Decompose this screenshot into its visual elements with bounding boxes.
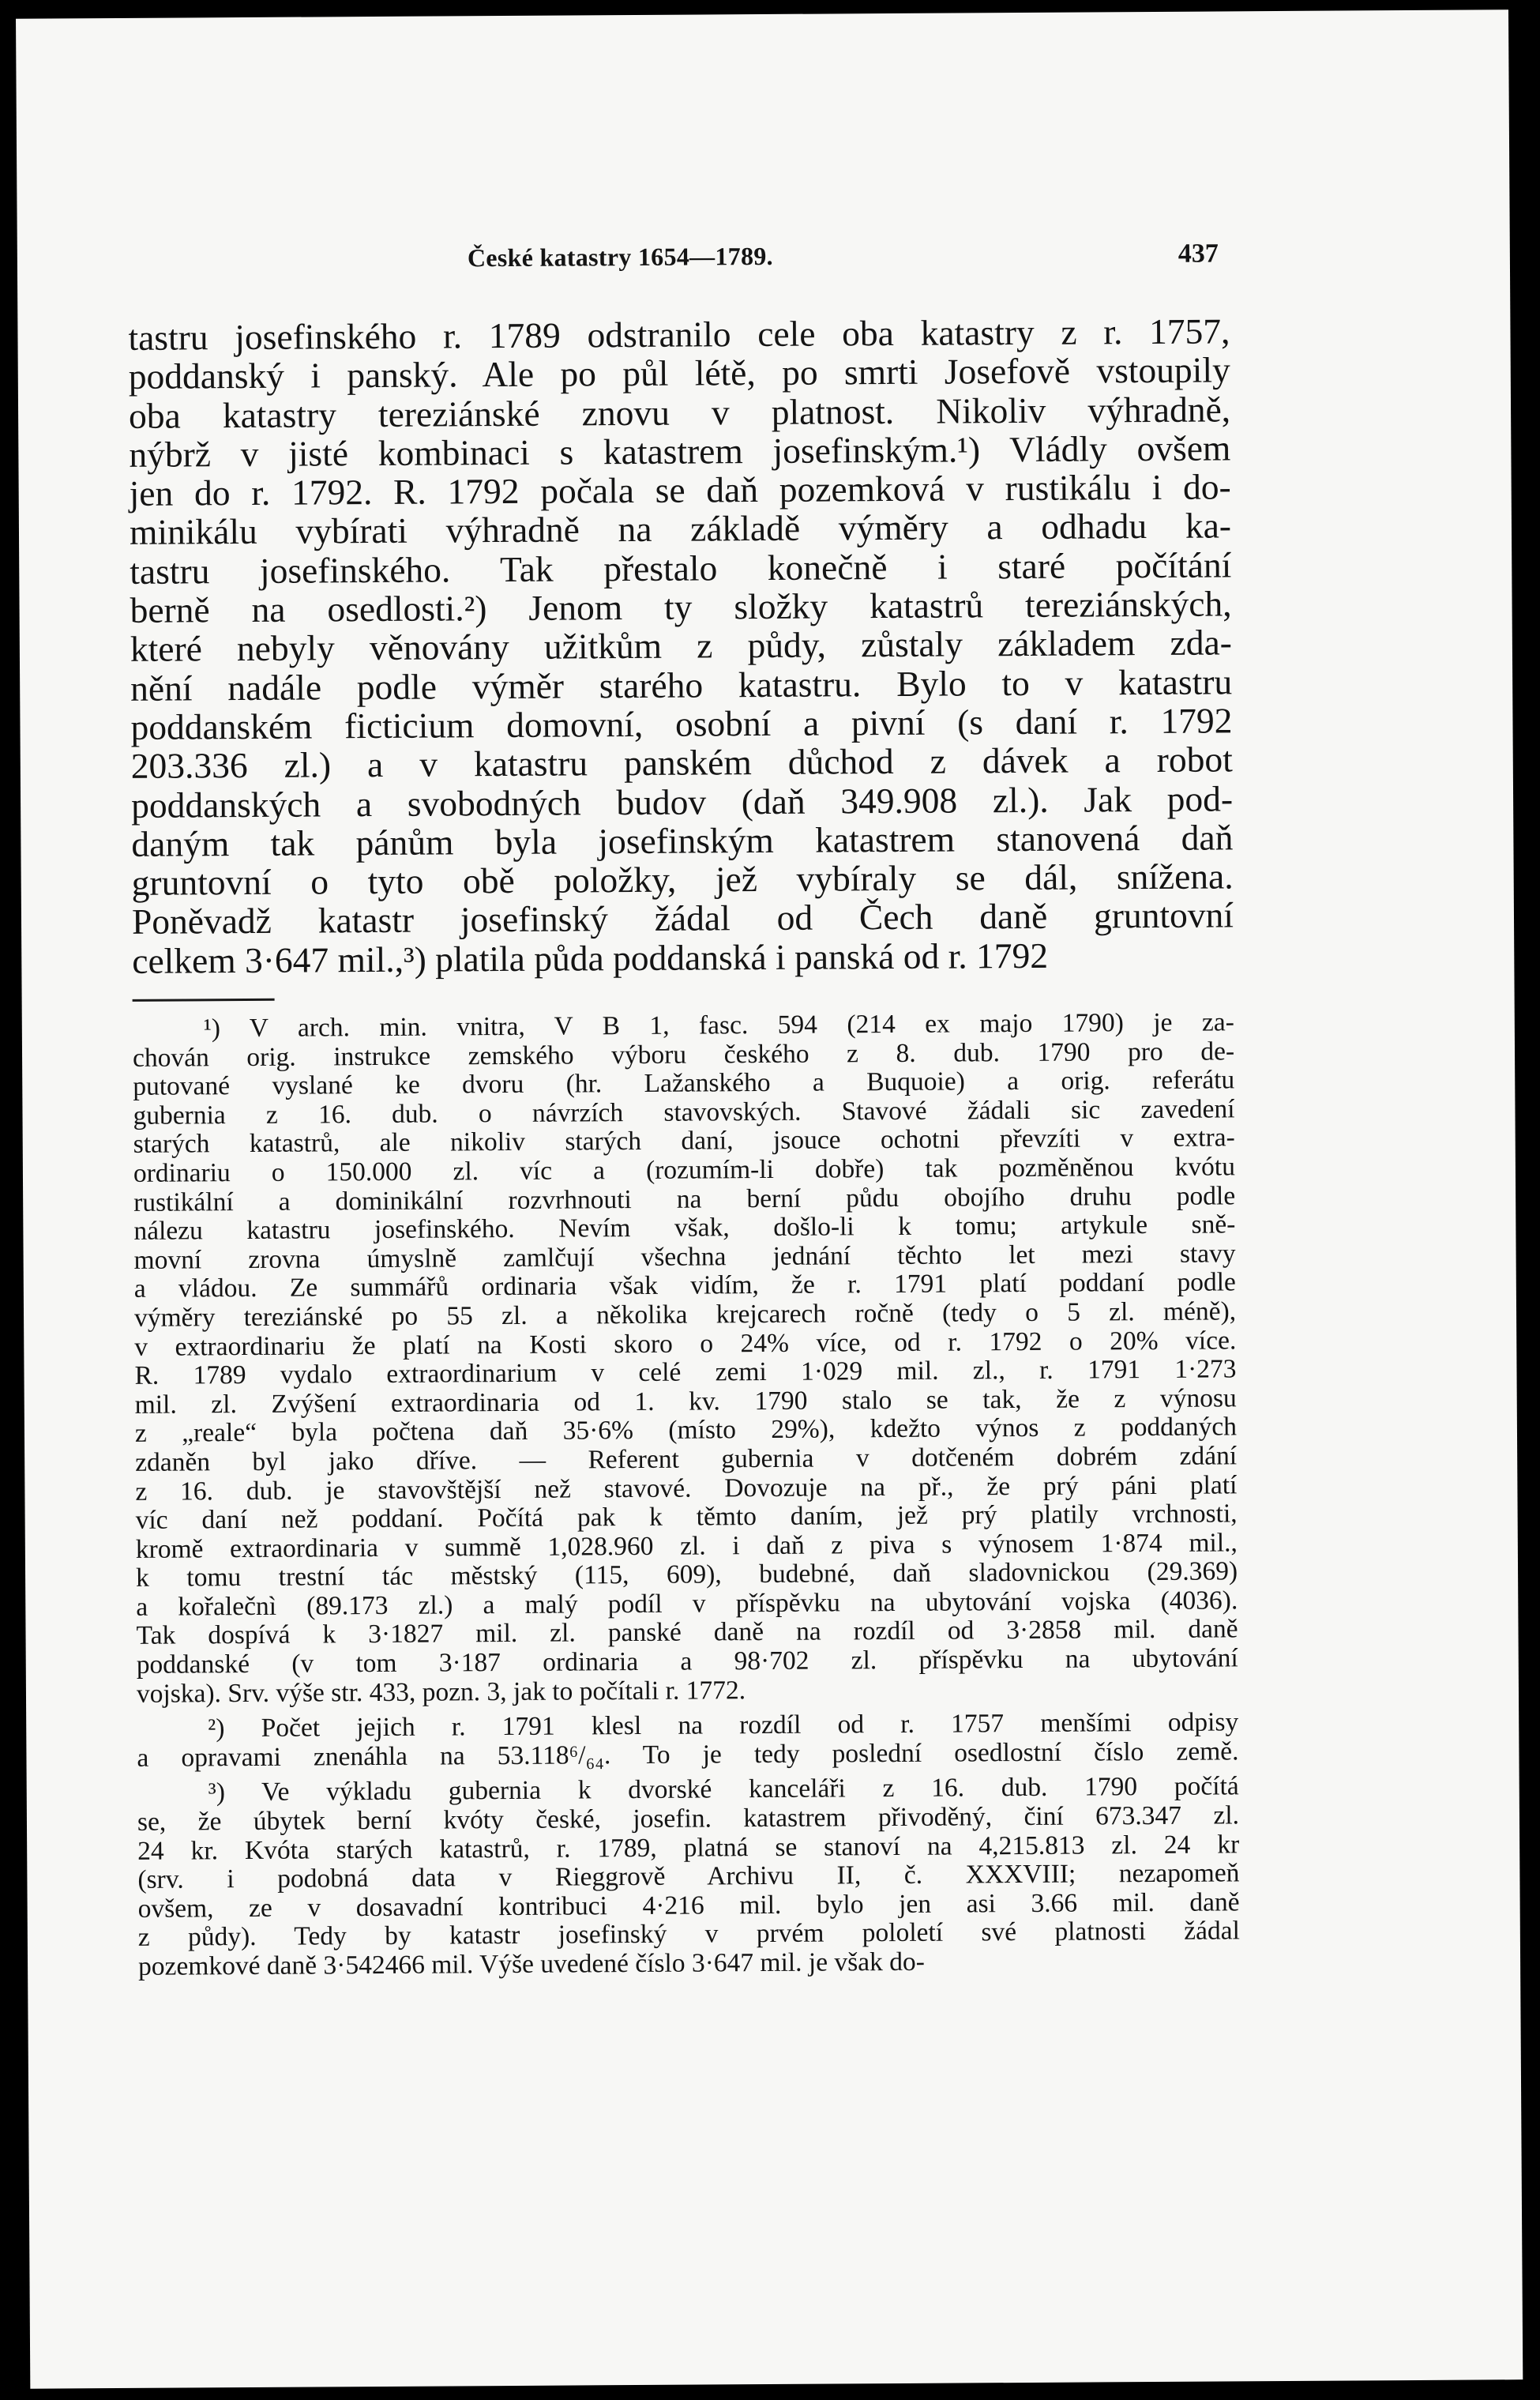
footnote-separator <box>133 999 275 1002</box>
footnote-line: víc daní než poddaní. Počítá pak k těmto daním, jež prý platily vrchnosti, <box>135 1499 1238 1535</box>
footnote-line: k tomu trestní tác městský (115, 609), budebné, daň sladovnickou (29.369) <box>135 1556 1238 1593</box>
footnote-line: poddanské (v tom 3·187 ordinaria a 98·702 zl. příspěvku na ubytování <box>136 1643 1238 1680</box>
footnote-line: z 16. dub. je stavovštější než stavové. Dovozuje na př., že prý páni platí <box>135 1469 1238 1507</box>
footnote-line: pozemkové daně 3·542466 mil. Výše uvedené číslo 3·647 mil. je však do- <box>137 1947 925 1981</box>
footnote-line: kromě extraordinaria v summě 1,028.960 zl. i daň z piva s výnosem 1·874 mil., <box>135 1528 1238 1564</box>
text-line: jen do r. 1792. R. 1792 počala se daň pozemková v rustikálu i do- <box>129 466 1231 514</box>
footnote-line: rustikální a dominikální rozvrhnouti na berní půdu obojího druhu podle <box>133 1180 1236 1217</box>
footnote-line: ¹) V arch. min. vnitra, V B 1, fasc. 594 (214 ex majo 1790) je za- <box>203 1007 1234 1044</box>
footnote-line: Tak dospívá k 3·1827 mil. zl. panské daně na rozdíl od 3·2858 mil. daně <box>136 1614 1238 1651</box>
text-line: gruntovní o tyto obě položky, jež vybíraly se dál, snížena. <box>131 856 1234 904</box>
running-title: České katastry 1654—1789. <box>467 241 774 273</box>
text-line: Poněvadž katastr josefinský žádal od Čech daně gruntovní <box>131 894 1234 942</box>
text-line: které nebyly věnovány užitkům z půdy, zůstaly základem zda- <box>130 622 1233 670</box>
footnote-line: ovšem, ze v dosavadní kontribuci 4·216 mil. bylo jen asi 3.66 mil. daně <box>137 1887 1240 1924</box>
footnote-3 <box>137 1773 1241 1982</box>
text-line: tastru josefinského r. 1789 odstranilo cele oba katastry z r. 1757, <box>128 310 1230 358</box>
footnote-line: (srv. i podobná data v Rieggrově Archivu II, č. XXXVIII; nezapomeň <box>137 1858 1240 1895</box>
footnote-line: mil. zl. Zvýšení extraordinaria od 1. kv. 1790 stalo se tak, že z výnosu <box>134 1383 1237 1420</box>
text-line: oba katastry tereziánské znovu v platnost. Nikoliv výhradně, <box>128 388 1231 436</box>
footnote-line: vojska). Srv. výše str. 433, pozn. 3, jak to počítali r. 1772. <box>136 1675 746 1709</box>
footnote-line: se, že úbytek berní kvóty české, josefin. katastrem přivoděný, činí 673.347 zl. <box>137 1800 1240 1837</box>
footnote-line: z půdy). Tedy by katastr josefinský v prvém pololetí své platnosti žádal <box>137 1916 1240 1953</box>
footnote-line: starých katastrů, ale nikoliv starých daní, jsouce ochotni převzíti v extra- <box>133 1123 1235 1160</box>
page-header <box>17 237 1510 286</box>
text-line: minikálu vybírati výhradně na základě výměry a odhadu ka- <box>129 505 1232 553</box>
text-line: berně na osedlosti.²) Jenom ty složky katastrů tereziánských, <box>130 583 1232 630</box>
text-line: tastru josefinského. Tak přestalo konečně i staré počítání <box>130 544 1232 592</box>
footnote-line: výměry tereziánské po 55 zl. a několika krejcarech ročně (tedy o 5 zl. méně), <box>133 1296 1237 1333</box>
footnote-line: nálezu katastru josefinského. Nevím však, došlo-li k tomu; artykule sně- <box>133 1209 1236 1247</box>
main-text <box>128 311 1234 980</box>
text-line: celkem 3·647 mil.,³) platila půda poddanská i panská od r. 1792 <box>132 935 1049 981</box>
footnote-line: gubernia z 16. dub. o návrzích stavovských. Stavové žádali sic zavedení <box>133 1094 1235 1130</box>
footnote-line: 24 kr. Kvóta starých katastrů, r. 1789, platná se stanoví na 4,215.813 zl. 24 kr <box>137 1829 1240 1866</box>
text-line: nění nadále podle výměr starého katastru. Bylo to v katastru <box>130 661 1233 709</box>
footnote-line: putované vyslané ke dvoru (hr. Lažanského a Buquoie) a orig. referátu <box>133 1065 1235 1102</box>
footnote-line: chován orig. instrukce zemského výboru českého z 8. dub. 1790 pro de- <box>132 1036 1235 1073</box>
footnote-line: ³) Ve výkladu gubernia k dvorské kanceláři z 16. dub. 1790 počítá <box>208 1771 1239 1808</box>
footnote-line: ²) Počet jejich r. 1791 klesl na rozdíl od r. 1757 menšími odpisy <box>208 1707 1239 1744</box>
footnote-line: R. 1789 vydalo extraordinarium v celé zemi 1·029 mil. zl., r. 1791 1·273 <box>134 1354 1237 1391</box>
text-line: 203.336 zl.) a v katastru panském důchod z dávek a robot <box>130 739 1233 787</box>
footnote-line: a vládou. Ze summářů ordinaria však vidím, že r. 1791 platí poddaní podle <box>133 1267 1236 1304</box>
footnotes <box>133 1008 1240 1981</box>
text-line: poddanský i panský. Ale po půl létě, po smrti Josefově vstoupily <box>128 349 1230 397</box>
footnote-line: v extraordinariu že platí na Kosti skoro o 24% více, od r. 1792 o 20% více. <box>134 1325 1237 1362</box>
text-line: nýbrž v jisté kombinaci s katastrem josefinským.¹) Vládly ovšem <box>129 427 1231 475</box>
footnote-line: z „reale“ byla počtena daň 35·6% (místo 29%), kdežto výnos z poddaných <box>134 1412 1238 1449</box>
footnote-1 <box>133 1008 1238 1709</box>
footnote-2 <box>137 1709 1238 1774</box>
footnote-line: zdaněn byl jako dříve. — Referent gubernia v dotčeném dobrém zdání <box>135 1441 1238 1477</box>
book-page <box>16 9 1523 2388</box>
footnote-line: movní zrovna úmyslně zamlčují všechna jednání těchto let mezi stavy <box>133 1239 1236 1275</box>
footnote-line: a opravami znenáhla na 53.118⁶/₆₄. To je tedy poslední osedlostní číslo země. <box>137 1736 1239 1773</box>
text-line: daným tak pánům byla josefinským katastrem stanovená daň <box>131 817 1234 864</box>
text-line: poddanských a svobodných budov (daň 349.908 zl.). Jak pod- <box>130 777 1234 826</box>
page-number: 437 <box>1178 239 1219 269</box>
footnote-line: a kořalečnì (89.173 zl.) a malý podíl v příspěvku na ubytování vojska (4036). <box>136 1586 1238 1622</box>
text-line: poddanském ficticium domovní, osobní a pivní (s daní r. 1792 <box>130 700 1233 747</box>
footnote-line: ordinariu o 150.000 zl. víc a (rozumím-li dobře) tak pozměněnou kvótu <box>133 1152 1236 1188</box>
